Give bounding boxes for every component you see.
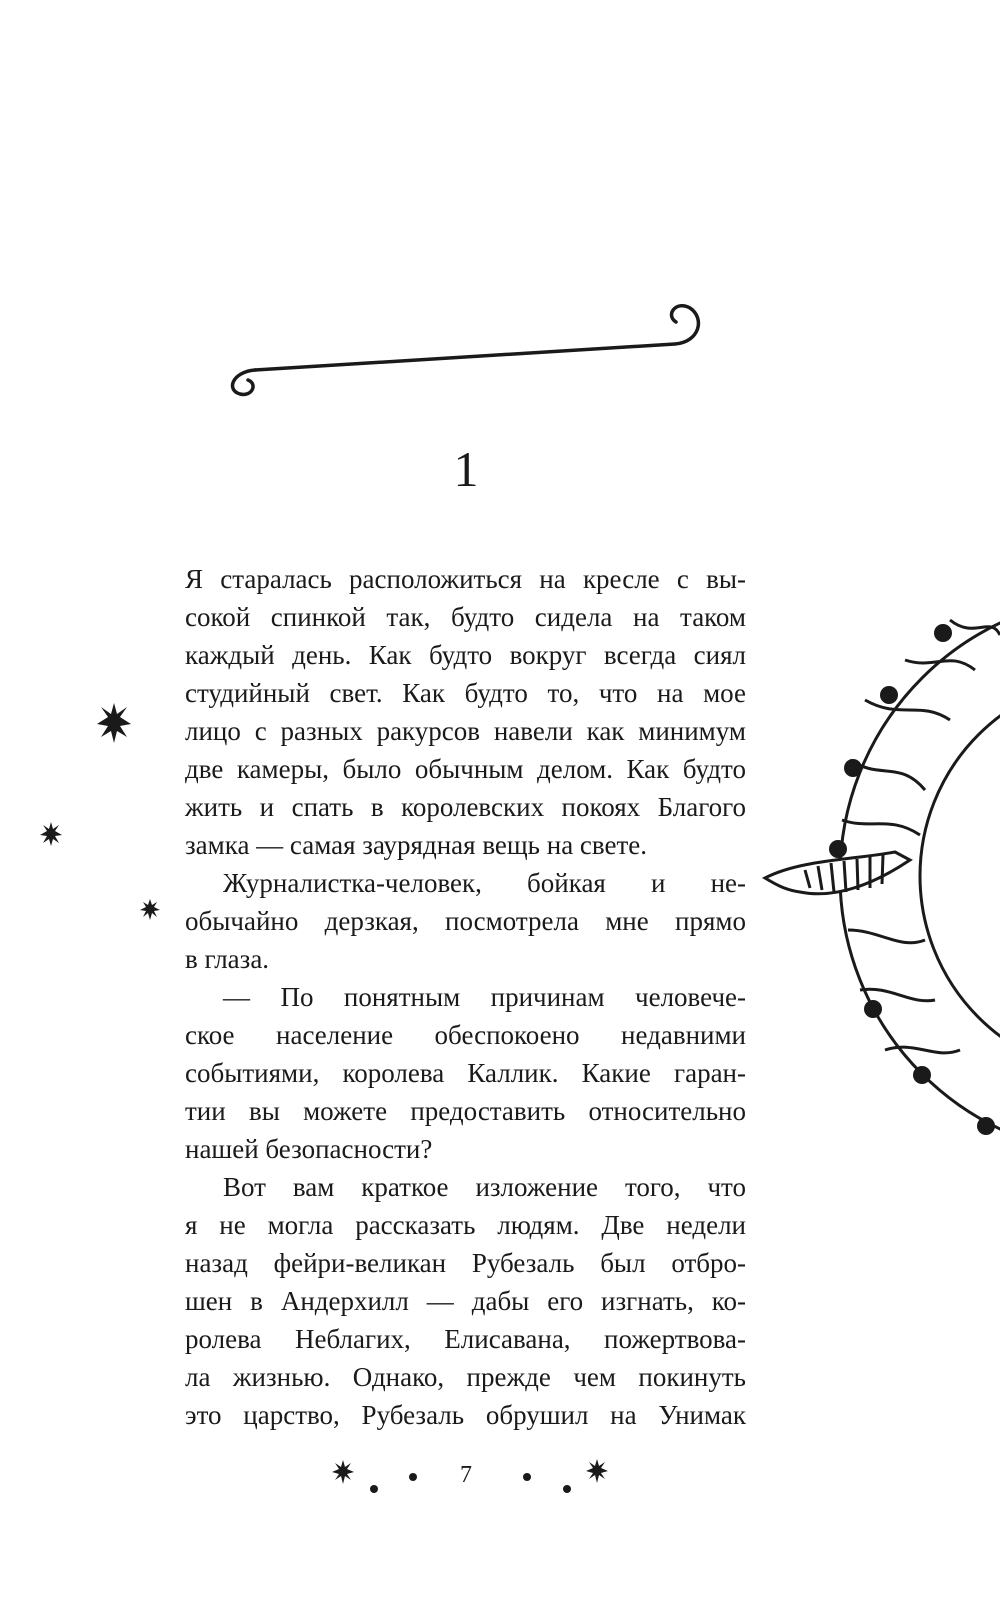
star-icon	[40, 822, 62, 846]
text-line: Журналистка-человек, бойкая и не-	[223, 868, 746, 898]
text-line: тии вы можете предоставить относительно	[185, 1096, 746, 1126]
text-line: жить и спать в королевских покоях Благого	[185, 792, 746, 822]
text-line: студийный свет. Как будто то, что на мое	[185, 678, 746, 708]
star-icon	[97, 703, 131, 743]
text-line: я не могла рассказать людям. Две недели	[185, 1210, 746, 1240]
text-line: ролева Неблагих, Елисавана, пожертвова-	[185, 1324, 746, 1354]
text-line: обычайно дерзкая, посмотрела мне прямо	[185, 906, 746, 936]
text-line: назад фейри-великан Рубезаль был отбро-	[185, 1248, 746, 1278]
body-text	[185, 560, 746, 1434]
chapter-number: 1	[453, 441, 479, 497]
text-line: две камеры, было обычным делом. Как будто	[185, 754, 746, 784]
text-line: ла жизнью. Однако, прежде чем покинуть	[185, 1362, 746, 1392]
text-line: событиями, королева Каллик. Какие гаран-	[185, 1058, 746, 1088]
page-number: 7	[460, 1462, 472, 1488]
star-icon	[140, 899, 160, 920]
text-line: в глаза.	[185, 944, 270, 974]
text-line: Я старалась расположиться на кресле с вы-	[185, 564, 746, 594]
text-line: сокой спинкой так, будто сидела на таком	[185, 602, 746, 632]
chapter-flourish	[233, 306, 699, 395]
text-line: шен в Андерхилл — дабы его изгнать, ко-	[185, 1286, 746, 1316]
text-line: каждый день. Как будто вокруг всегда сиял	[185, 640, 746, 670]
text-line: нашей безопасности?	[185, 1134, 433, 1164]
text-line: это царство, Рубезаль обрушил на Унимак	[185, 1400, 746, 1430]
text-line: лицо с разных ракурсов навели как минимум	[185, 716, 746, 746]
text-line: замка — самая заурядная вещь на свете.	[185, 830, 648, 860]
moon-ring-illustration	[765, 596, 1000, 1156]
text-line: ское население обеспокоено недавними	[185, 1020, 746, 1050]
text-line: — По понятным причинам человече-	[223, 982, 746, 1012]
text-line: Вот вам краткое изложение того, что	[223, 1172, 746, 1202]
